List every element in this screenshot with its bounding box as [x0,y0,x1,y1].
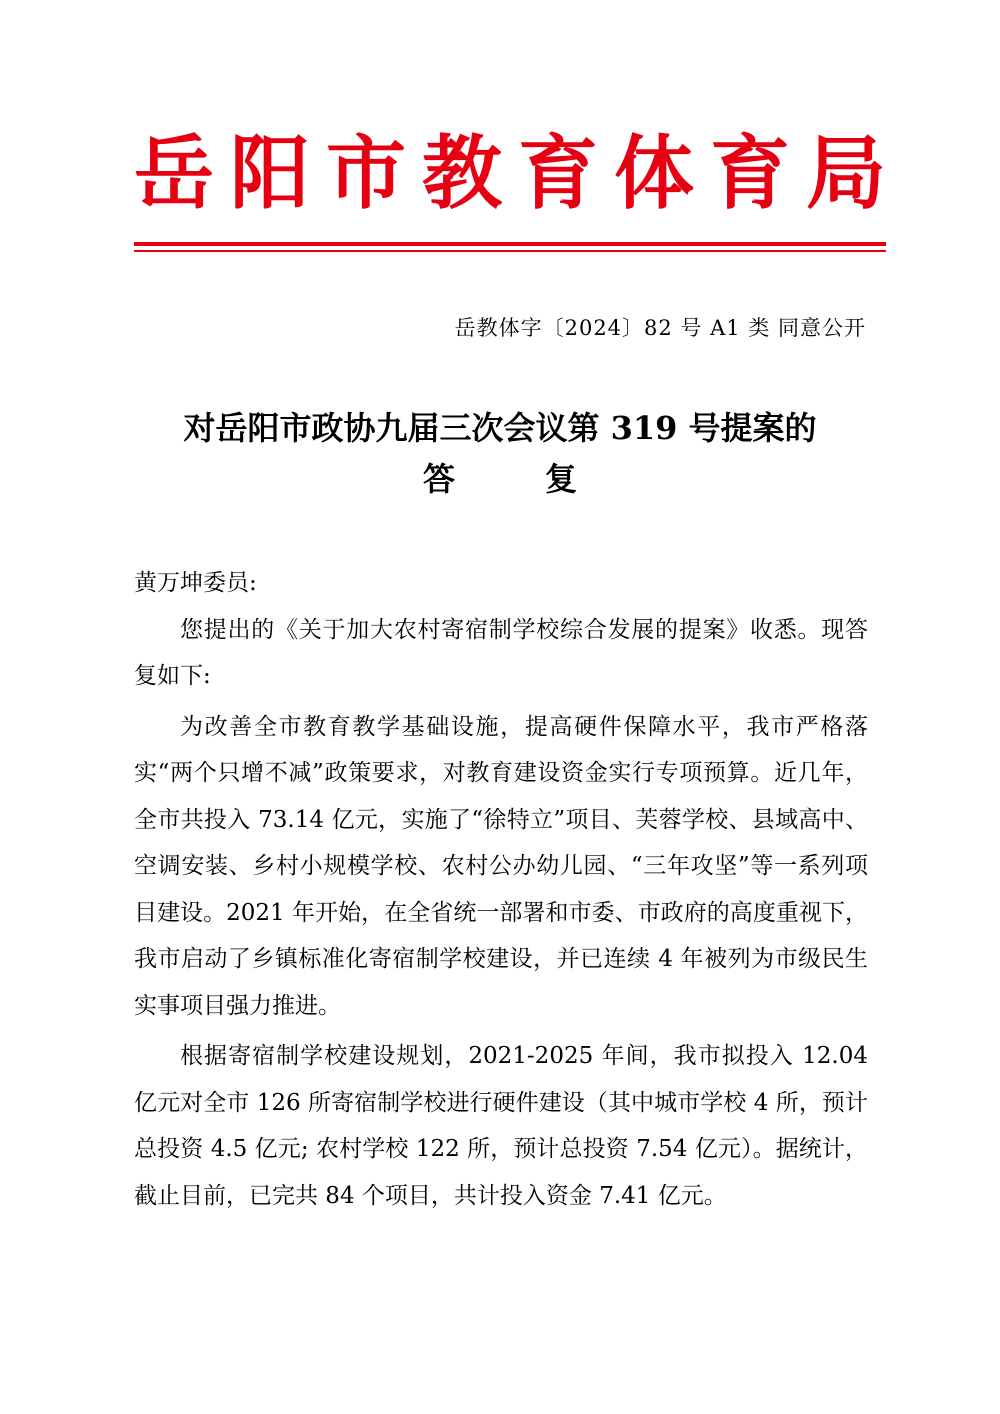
document-number: 岳教体字〔2024〕82 号 A1 类 同意公开 [454,316,866,340]
paragraph: 为改善全市教育教学基础设施，提高硬件保障水平，我市严格落实“两个只增不减”政策要求，对教育建设资金实行专项预算。近几年，全市共投入 73.14 亿元，实施了“徐特立”项目、芙蓉学校、县域高中、空调安装、乡村小规模学校、农村公办幼儿园、“三年攻坚”等一系列项目建设。2021 年开始，在全省统一部署和市委、市政府的高度重视下，我市启动了乡镇标准化寄宿制学校建设，并已连续 4 年被列为市级民生实事项目强力推进。 [134,713,868,1019]
document-body [134,560,868,1219]
subtitle-char: 复 [545,460,578,498]
red-divider-thick [134,242,886,246]
subtitle-char: 答 [422,460,455,498]
masthead-char: 育 [518,126,598,220]
masthead-title [134,128,886,218]
paragraph: 根据寄宿制学校建设规划，2021-2025 年间，我市拟投入 12.04 亿元对全市 126 所寄宿制学校进行硬件建设（其中城市学校 4 所，预计总投资 4.5 亿元; 农村学校 122 所，预计总投资 7.54 亿元）。据统计，截止目前，已完共 84 个项目，共计投入资金 7.41 亿元。 [134,1043,868,1209]
masthead-char: 教 [422,126,502,220]
document-subtitle [0,456,1000,502]
masthead-char: 阳 [230,126,310,220]
document-title: 对岳阳市政协九届三次会议第 319 号提案的 [183,409,817,447]
paragraph: 您提出的《关于加大农村寄宿制学校综合发展的提案》收悉。现答复如下: [134,616,868,689]
masthead-char: 岳 [134,126,214,220]
masthead-char: 局 [806,126,886,220]
red-divider-thin [134,250,886,252]
masthead-char: 市 [326,126,406,220]
masthead-char: 育 [710,126,790,220]
masthead-char: 体 [614,126,694,220]
salutation: 黄万坤委员: [134,570,257,596]
